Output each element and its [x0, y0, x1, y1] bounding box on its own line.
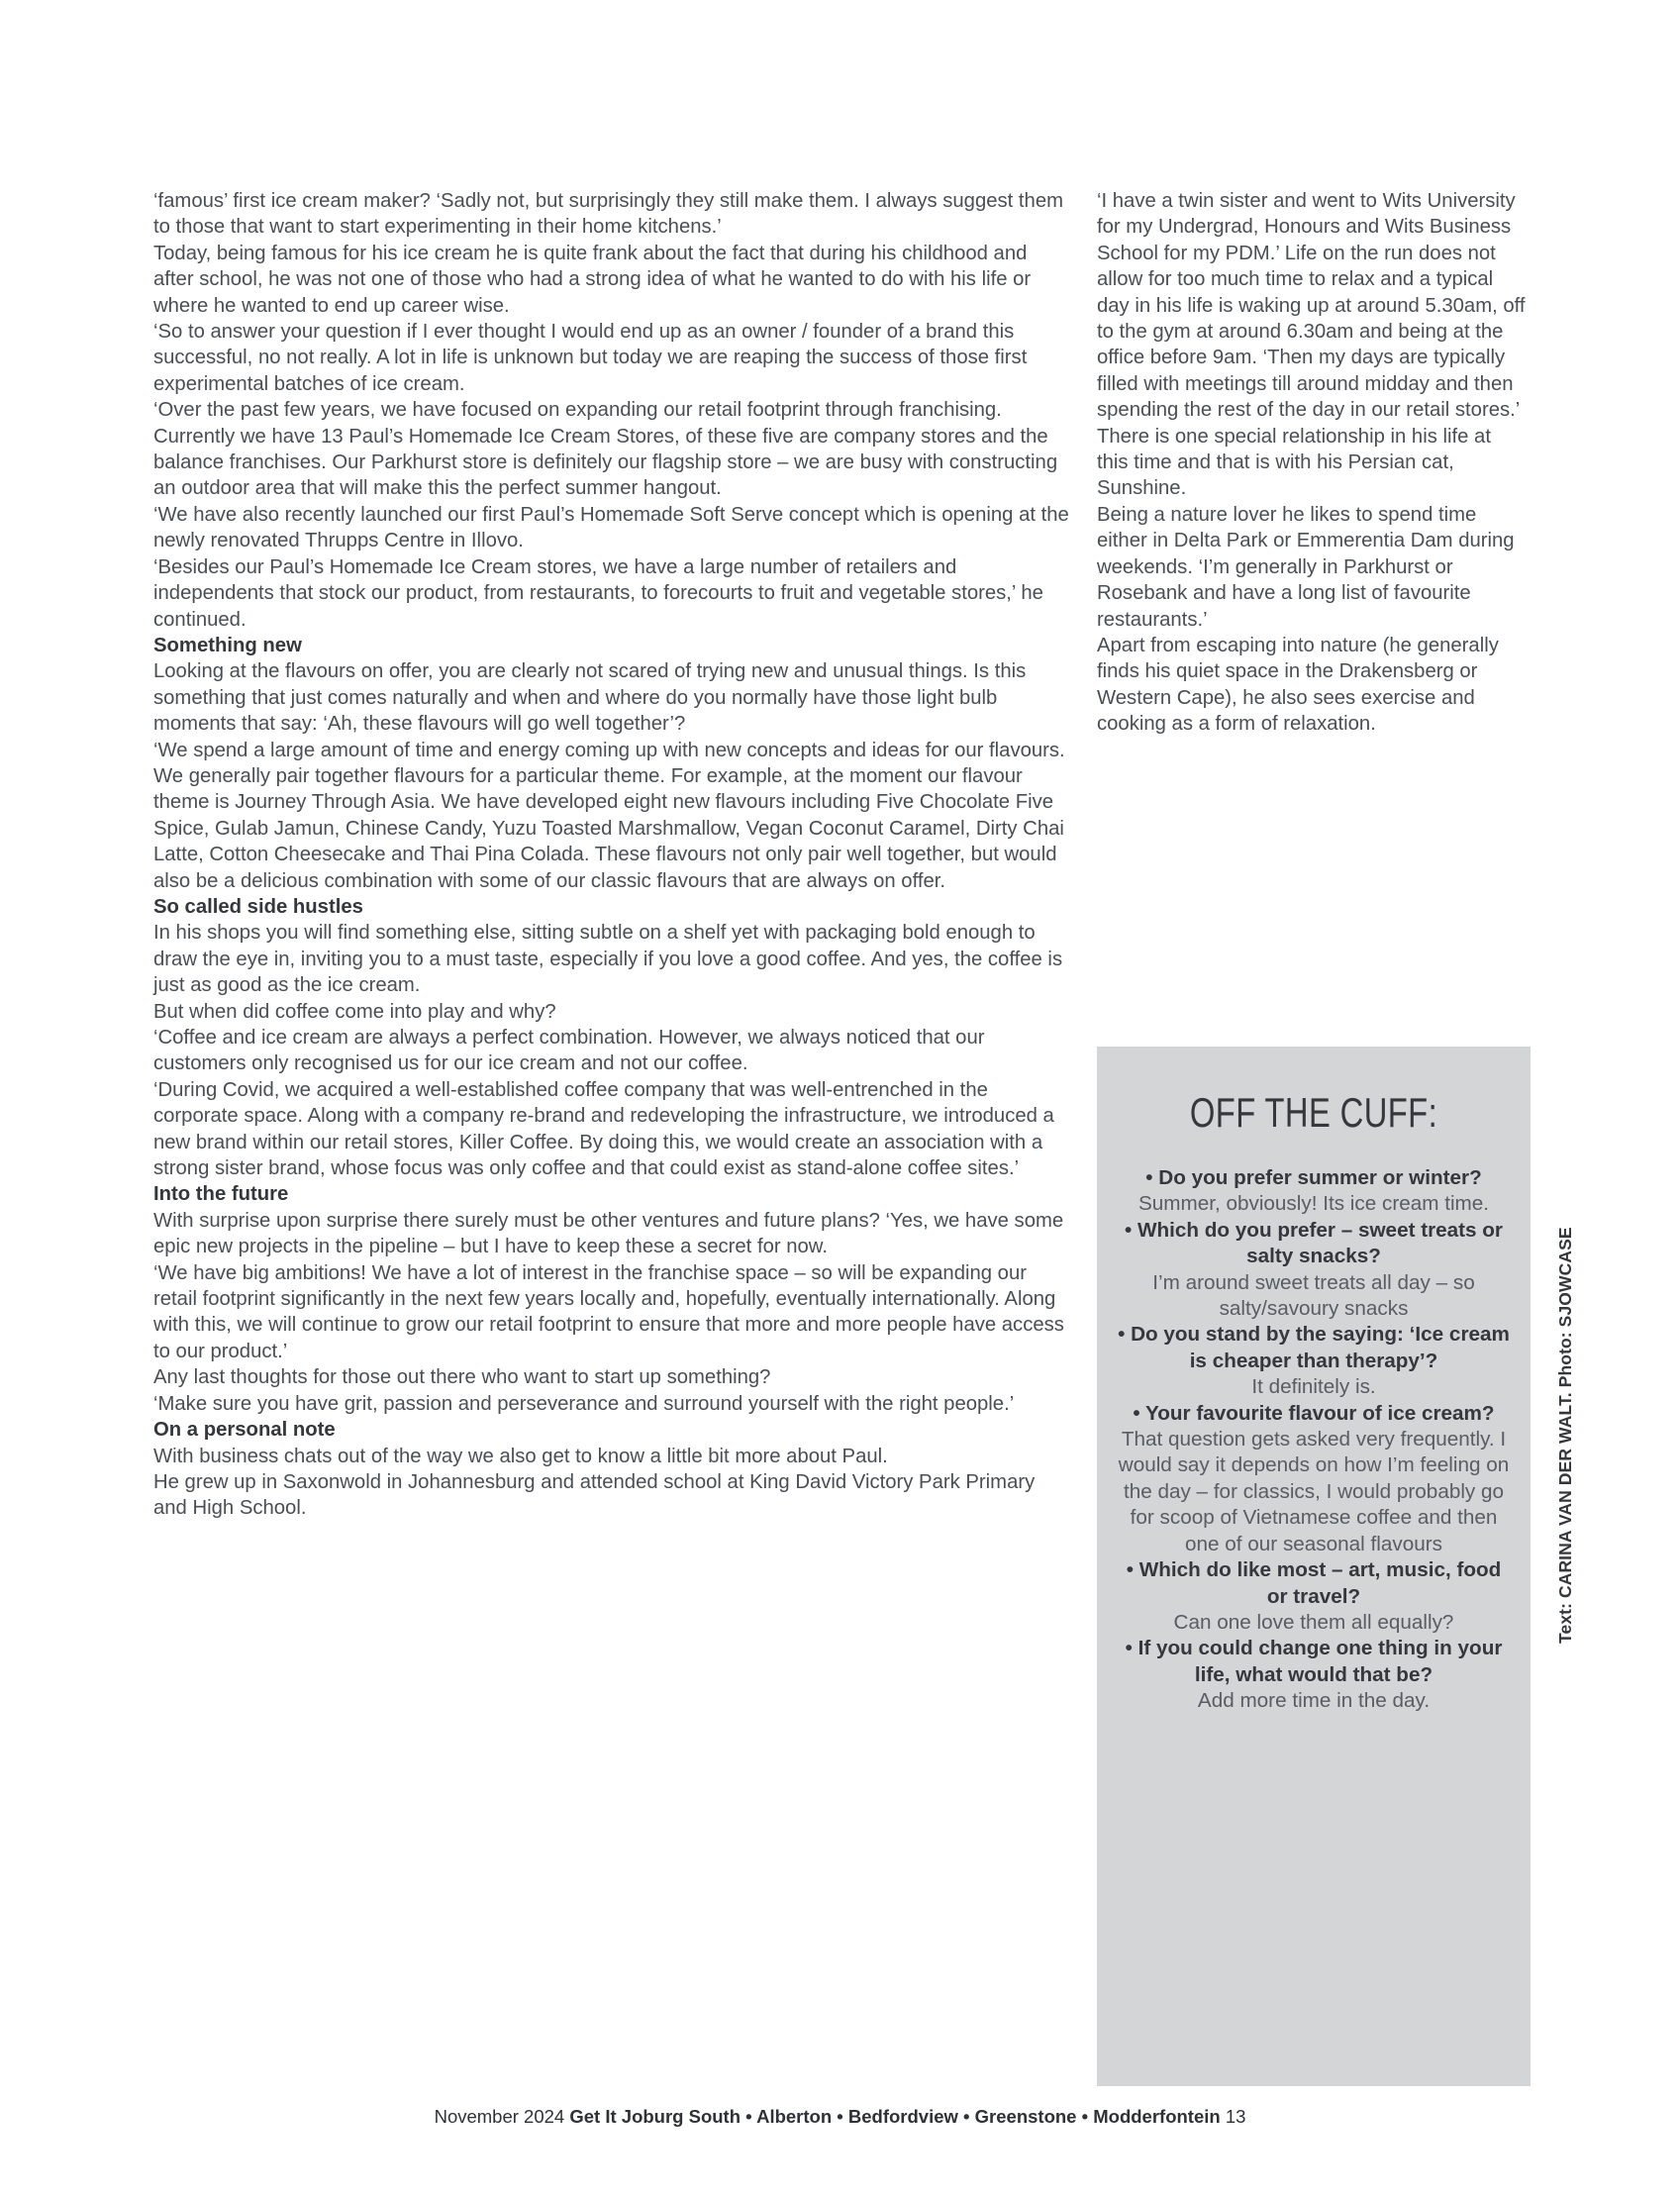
off-the-cuff-answer: Summer, obviously! Its ice cream time.: [1137, 1192, 1490, 1216]
body-paragraph: With surprise upon surprise there surely must be other ventures and future plans? ‘Yes, we have some epic new projects in the pipeline – but I have to keep these a secret for now.: [153, 1209, 1064, 1258]
section-subheading: On a personal note: [153, 1419, 336, 1442]
off-the-cuff-answer: I’m around sweet treats all day – so salty/savoury snacks: [1152, 1270, 1475, 1321]
body-paragraph: ‘We spend a large amount of time and energy coming up with new concepts and ideas for our flavours. We generally pair together flavours for a particular theme. For example, at the moment our flavour theme is Journey Through Asia. We have developed eight new flavours including Five Chocolate Five Spice, Gulab Jamun, Chinese Candy, Yuzu Toasted Marshmallow, Vegan Coconut Caramel, Dirty Chai Latte, Cotton Cheesecake and Thai Pina Colada. These flavours not only pair well together, but would also be a delicious combination with some of our classic flavours that are always on offer.: [153, 739, 1065, 892]
off-the-cuff-question: • Which do like most – art, music, food or travel?: [1126, 1558, 1502, 1608]
section-subheading: So called side hustles: [153, 895, 363, 918]
off-the-cuff-answer: Add more time in the day.: [1197, 1689, 1431, 1713]
body-paragraph: ‘famous’ first ice cream maker? ‘Sadly not, but surprisingly they still make them. I always suggest them to those that want to start experimenting in their home kitchens.’: [153, 190, 1064, 239]
off-the-cuff-answer: Can one love them all equally?: [1173, 1610, 1454, 1634]
off-the-cuff-list: [1117, 1165, 1511, 1715]
section-subheading: Something new: [153, 634, 302, 656]
body-paragraph: Today, being famous for his ice cream he is quite frank about the fact that during his childhood and after school, he was not one of those who had a strong idea of what he wanted to do with his life or where he wanted to end up career wise.: [153, 242, 1032, 317]
off-the-cuff-question: • If you could change one thing in your life, what would that be?: [1125, 1637, 1503, 1686]
body-paragraph: ‘Coffee and ice cream are always a perfect combination. However, we always noticed that our customers only recognised us for our ice cream and not our coffee.: [153, 1027, 985, 1075]
off-the-cuff-box: [1097, 1047, 1531, 2086]
body-paragraph: Being a nature lover he likes to spend time either in Delta Park or Emmerentia Dam during weekends. ‘I’m generally in Parkhurst or Rosebank and have a long list of favourite restaurants.’: [1097, 503, 1515, 631]
body-paragraph: ‘Besides our Paul’s Homemade Ice Cream stores, we have a large number of retailers and independents that stock our product, from restaurants, to forecourts to fruit and vegetable stores,’ he continued.: [153, 555, 1043, 631]
off-the-cuff-question: • Do you prefer summer or winter?: [1145, 1166, 1482, 1189]
off-the-cuff-answer: That question gets asked very frequently. I would say it depends on how I’m feeling on the day – for classics, I would probably go for scoop of Vietnamese coffee and then one of our seasonal flavours: [1118, 1428, 1510, 1555]
off-the-cuff-answer: It definitely is.: [1251, 1375, 1376, 1399]
body-paragraph: There is one special relationship in his life at this time and that is with his Persian cat, Sunshine.: [1097, 425, 1491, 500]
body-paragraph: With business chats out of the way we also get to know a little bit more about Paul.: [153, 1445, 888, 1467]
page-footer: [0, 2106, 1680, 2128]
body-paragraph: Apart from escaping into nature (he generally finds his quiet space in the Drakensberg or Western Cape), he also sees exercise and cooking as a form of relaxation.: [1097, 634, 1499, 736]
body-paragraph: ‘Make sure you have grit, passion and perseverance and surround yourself with the right people.’: [153, 1392, 1015, 1415]
right-text-column: [1097, 188, 1528, 738]
body-paragraph: ‘We have big ambitions! We have a lot of interest in the franchise space – so will be expanding our retail footprint significantly in the next few years locally and, hopefully, eventually internationally. Along with this, we will continue to grow our retail footprint to ensure that more and more people have access to our product.’: [153, 1261, 1064, 1362]
off-the-cuff-title: OFF THE CUFF:: [1189, 1089, 1438, 1136]
off-the-cuff-question: • Do you stand by the saying: ‘Ice cream is cheaper than therapy’?: [1118, 1323, 1510, 1372]
body-paragraph: ‘So to answer your question if I ever thought I would end up as an owner / founder of a brand this successful, no not really. A lot in life is unknown but today we are reaping the success of those first experimental batches of ice cream.: [153, 321, 1028, 395]
body-paragraph: He grew up in Saxonwold in Johannesburg and attended school at King David Victory Park Primary and High School.: [153, 1470, 1036, 1520]
body-paragraph: In his shops you will find something else, sitting subtle on a shelf yet with packaging bold enough to draw the eye in, inviting you to a must taste, especially if you love a good coffee. And yes, the coffee is just as good as the ice cream.: [153, 922, 1063, 997]
footer-page-number: 13: [1225, 2106, 1246, 2127]
footer-date: November 2024: [434, 2106, 565, 2127]
body-paragraph: Any last thoughts for those out there who want to start up something?: [153, 1366, 771, 1389]
body-paragraph: But when did coffee come into play and why?: [153, 1000, 556, 1023]
footer-publication: Get It Joburg South • Alberton • Bedfordview • Greenstone • Modderfontein: [569, 2106, 1221, 2127]
body-paragraph: ‘During Covid, we acquired a well-established coffee company that was well-entrenched in the corporate space. Along with a company re-brand and redeveloping the infrastructure, we introduced a new brand within our retail stores, Killer Coffee. By doing this, we would create an association with a strong sister brand, whose focus was only coffee and that could exist as stand-alone coffee sites.’: [153, 1078, 1054, 1180]
body-paragraph: ‘I have a twin sister and went to Wits University for my Undergrad, Honours and Wits Business School for my PDM.’ Life on the run does not allow for too much time to relax and a typical day in his life is waking up at around 5.30am, off to the gym at around 6.30am and being at the office before 9am. ‘Then my days are typically filled with meetings till around midday and then spending the rest of the day in our retail stores.’: [1097, 190, 1526, 422]
off-the-cuff-question: • Your favourite flavour of ice cream?: [1133, 1401, 1495, 1425]
body-paragraph: ‘Over the past few years, we have focused on expanding our retail footprint through franchising. Currently we have 13 Paul’s Homemade Ice Cream Stores, of these five are company stores and the balance franchises. Our Parkhurst store is definitely our flagship store – we are busy with constructing an outdoor area that will make this the perfect summer hangout.: [153, 399, 1058, 500]
body-paragraph: Looking at the flavours on offer, you are clearly not scared of trying new and unusual things. Is this something that just comes naturally and when and where do you normally have those light bulb moments that say: ‘Ah, these flavours will go well together’?: [153, 660, 1027, 736]
left-text-column: [153, 188, 1069, 1522]
section-subheading: Into the future: [153, 1183, 289, 1206]
off-the-cuff-question: • Which do you prefer – sweet treats or salty snacks?: [1124, 1218, 1503, 1268]
body-paragraph: ‘We have also recently launched our first Paul’s Homemade Soft Serve concept which is opening at the newly renovated Thrupps Centre in Illovo.: [153, 503, 1069, 552]
photo-credit: Text: CARINA VAN DER WALT. Photo: SJOWCASE: [1555, 1227, 1575, 1644]
